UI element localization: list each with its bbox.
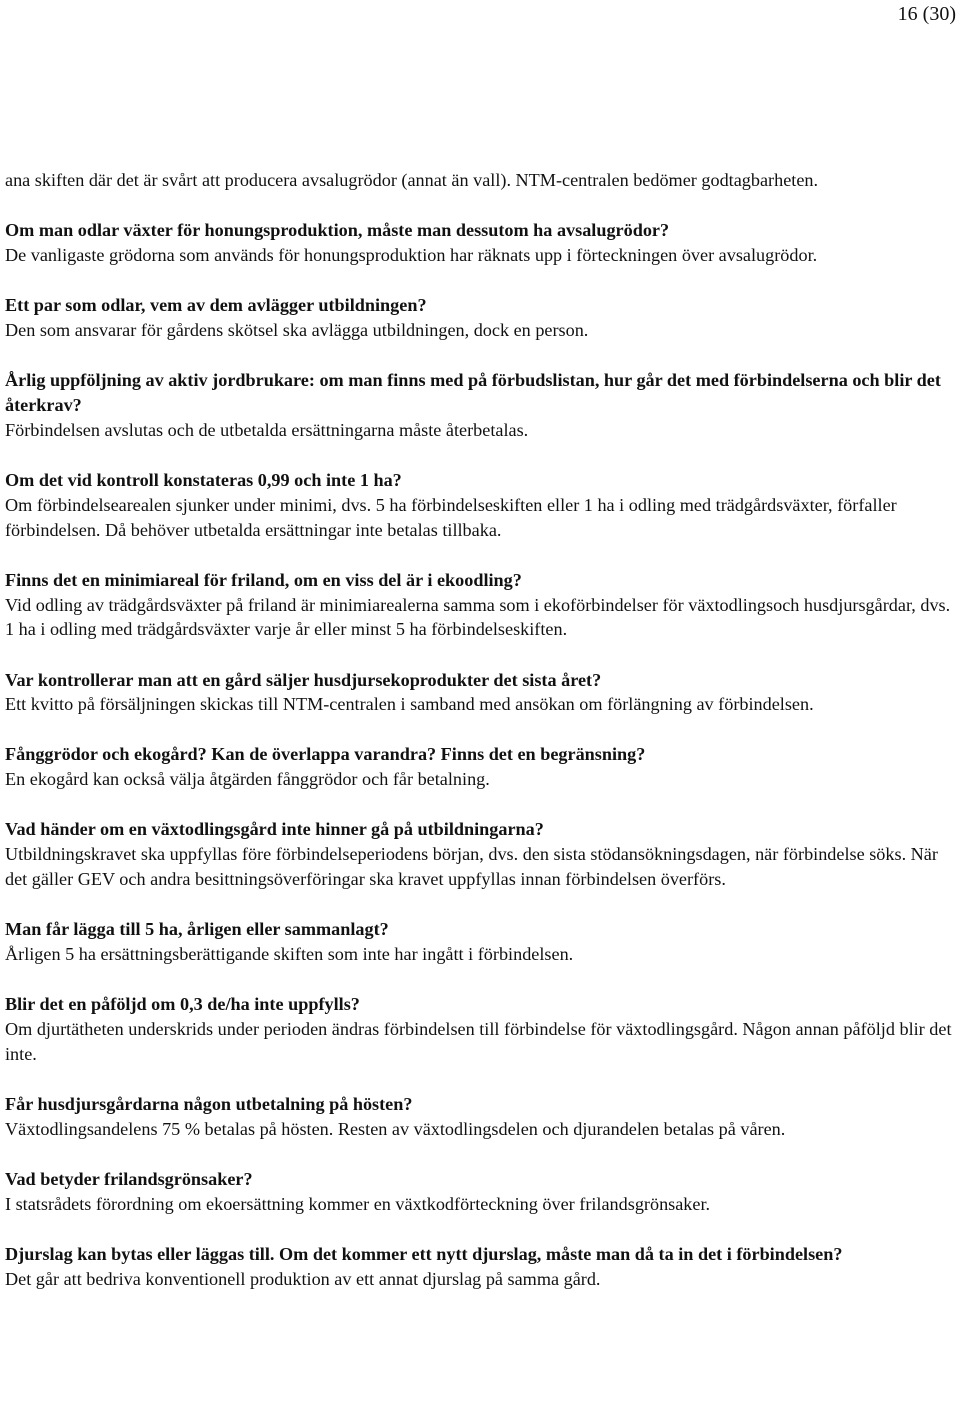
faq-question: Fånggrödor och ekogård? Kan de överlappa varandra? Finns det en begränsning? [5,744,646,765]
faq-question: Blir det en påföljd om 0,3 de/ha inte uppfylls? [5,994,360,1015]
faq-answer: Ett kvitto på försäljningen skickas till NTM-centralen i samband med ansökan om förlängning av förbindelsen. [5,694,814,715]
faq-question: Man får lägga till 5 ha, årligen eller sammanlagt? [5,919,389,940]
faq-question: Årlig uppföljning av aktiv jordbrukare: om man finns med på förbudslistan, hur går det med förbindelserna och blir det återkrav? [5,370,941,415]
faq-item [5,468,955,542]
faq-question: Vad betyder frilandsgrönsaker? [5,1169,253,1189]
faq-item [5,293,955,343]
faq-item [5,917,955,967]
faq-item [5,817,955,891]
faq-answer: Utbildningskravet ska uppfyllas före förbindelseperiodens början, dvs. den sista stödansökningsdagen, när förbindelse söks. När det gäller GEV och andra besittningsöverföringar ska kravet uppfyllas innan förbindelsen överförs. [5,844,938,890]
faq-answer: Vid odling av trädgårdsväxter på friland är minimiarealerna samma som i ekoförbindelser för växtodlingsoch husdjursgårdar, dvs. 1 ha i odling med trädgårdsväxter varje år eller minst 5 ha förbindelseskiften. [5,594,951,640]
faq-item [5,1167,955,1217]
faq-question: Djurslag kan bytas eller läggas till. Om det kommer ett nytt djurslag, måste man då ta in det i förbindelsen? [5,1243,843,1264]
faq-item [5,668,955,718]
faq-item [5,218,955,268]
document-body [5,168,955,1317]
faq-question: Vad händer om en växtodlingsgård inte hinner gå på utbildningarna? [5,819,544,840]
faq-item [5,992,955,1066]
faq-question: Om det vid kontroll konstateras 0,99 och inte 1 ha? [5,469,402,490]
page-number: 16 (30) [897,3,956,25]
faq-item [5,368,955,442]
faq-answer: Om förbindelsearealen sjunker under minimi, dvs. 5 ha förbindelseskiften eller 1 ha i odling med trädgårdsväxter, förfaller förbindelsen. Då behöver utbetalda ersättningar inte betalas tillbaka. [5,494,897,540]
faq-answer: Årligen 5 ha ersättningsberättigande skiften som inte har ingått i förbindelsen. [5,944,574,965]
faq-answer: Växtodlingsandelens 75 % betalas på hösten. Resten av växtodlingsdelen och djurandelen betalas på våren. [5,1118,786,1139]
faq-answer: En ekogård kan också välja åtgärden fånggrödor och får betalning. [5,769,490,790]
faq-question: Finns det en minimiareal för friland, om en viss del är i ekoodling? [5,569,522,590]
faq-answer: Den som ansvarar för gårdens skötsel ska avlägga utbildningen, dock en person. [5,319,589,340]
faq-item [5,1242,955,1292]
intro-paragraph: ana skiften där det är svårt att producera avsalugrödor (annat än vall). NTM-centralen bedömer godtagbarheten. [5,170,819,190]
faq-answer: Förbindelsen avslutas och de utbetalda ersättningarna måste återbetalas. [5,419,529,440]
faq-question: Får husdjursgårdarna någon utbetalning på hösten? [5,1094,413,1115]
faq-item [5,742,955,792]
faq-question: Om man odlar växter för honungsproduktion, måste man dessutom ha avsalugrödor? [5,220,670,241]
faq-answer: De vanligaste grödorna som används för honungsproduktion har räknats upp i förteckningen över avsalugrödor. [5,244,818,265]
faq-answer: Det går att bedriva konventionell produktion av ett annat djurslag på samma gård. [5,1268,601,1289]
faq-question: Ett par som odlar, vem av dem avlägger utbildningen? [5,295,427,316]
faq-item [5,568,955,642]
faq-question: Var kontrollerar man att en gård säljer husdjursekoprodukter det sista året? [5,669,602,690]
faq-answer: Om djurtätheten underskrids under perioden ändras förbindelsen till förbindelse för växtodlingsgård. Någon annan påföljd blir det inte. [5,1019,952,1064]
faq-item [5,1092,955,1142]
faq-answer: I statsrådets förordning om ekoersättning kommer en växtkodförteckning över frilandsgrönsaker. [5,1193,711,1214]
